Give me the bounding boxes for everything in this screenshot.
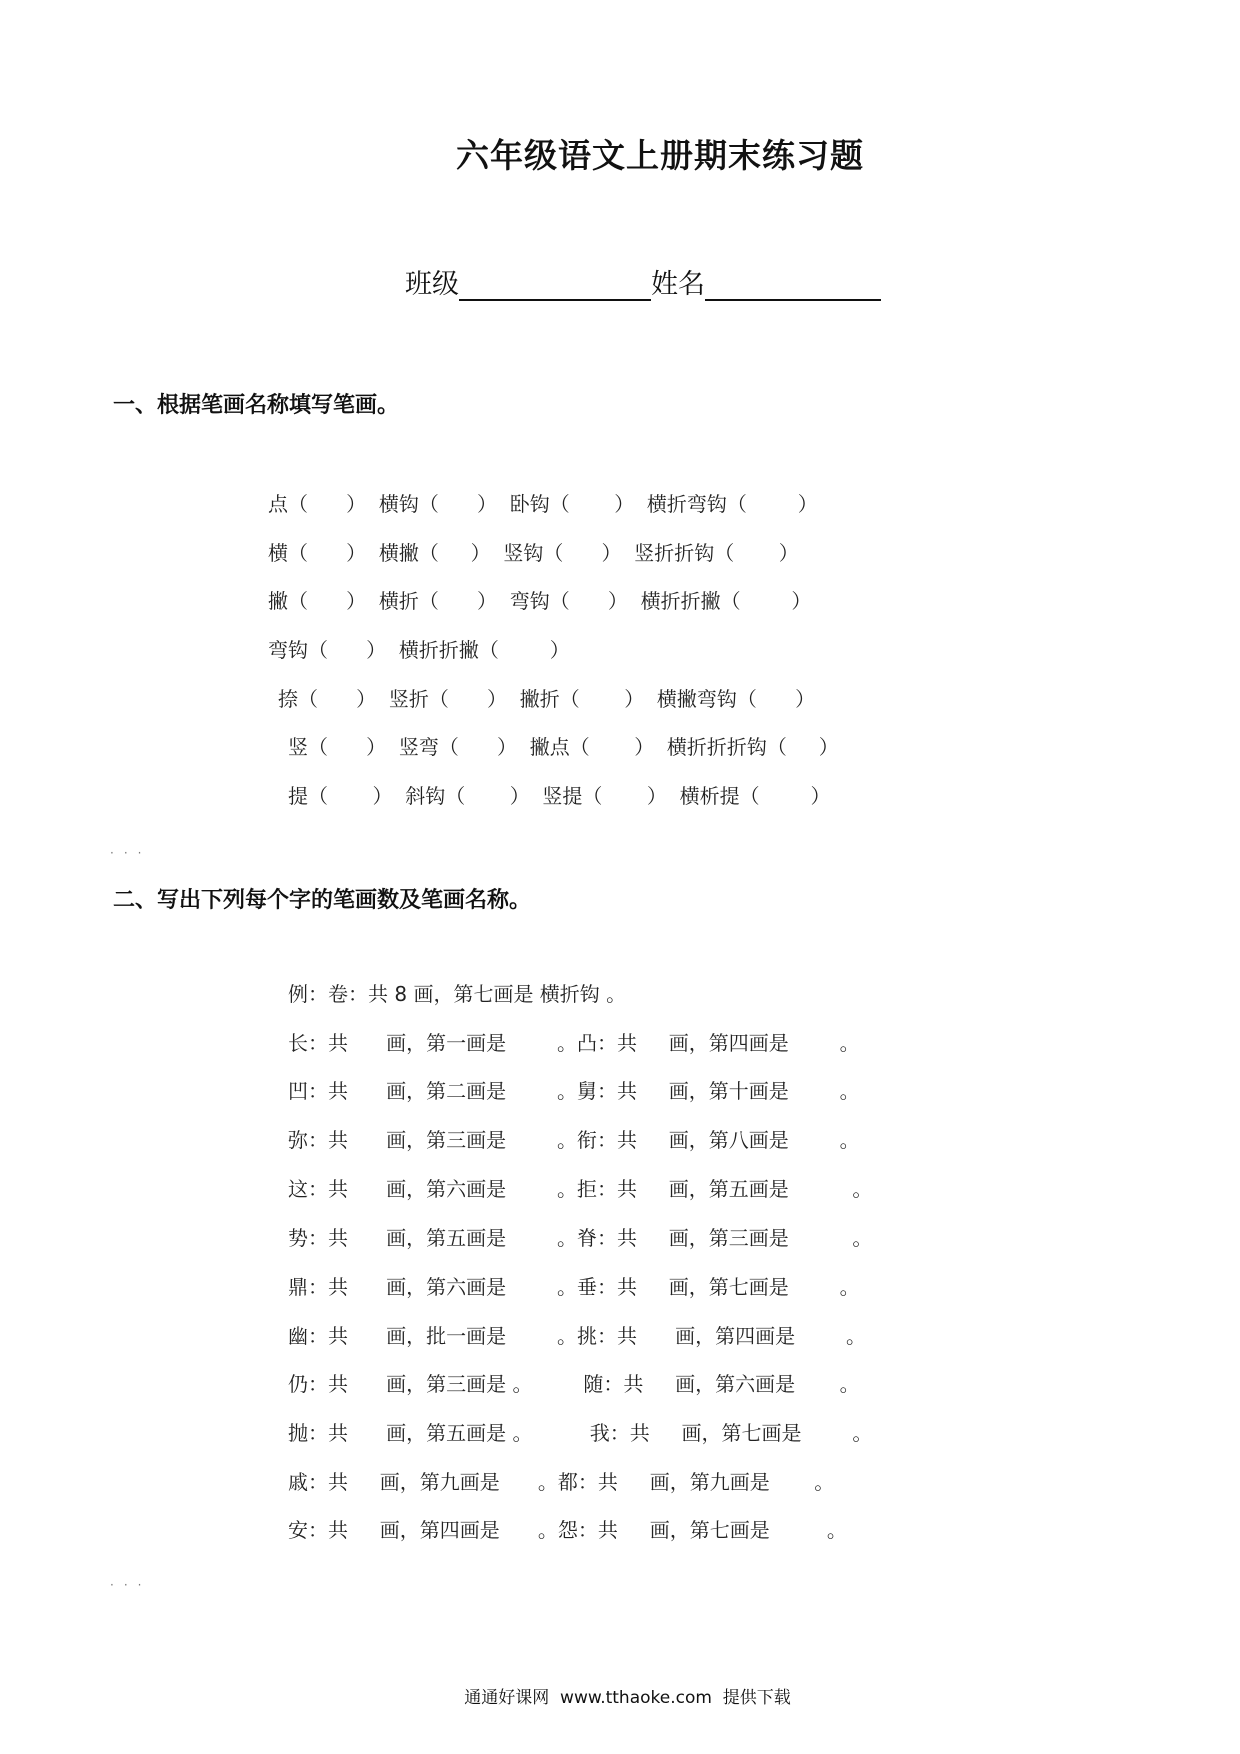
class-blank[interactable] — [459, 269, 651, 301]
char-line-9: 抛：共 画，第五画是 。 我：共 画，第七画是 。 — [288, 1421, 873, 1445]
char-line-6: 鼎：共 画，第六画是 。垂：共 画，第七画是 。 — [288, 1275, 860, 1299]
char-line-4: 这：共 画，第六画是 。拒：共 画，第五画是 。 — [288, 1177, 873, 1201]
divider-dots-2: ··· — [110, 1578, 152, 1592]
stroke-line-2: 横（ ） 横撇（ ） 竖钩（ ） 竖折折钩（ ） — [268, 541, 799, 565]
name-blank[interactable] — [705, 269, 881, 301]
stroke-line-3: 撇（ ） 横折（ ） 弯钩（ ） 横折折撇（ ） — [268, 589, 812, 613]
stroke-line-1: 点（ ） 横钩（ ） 卧钩（ ） 横折弯钩（ ） — [268, 492, 818, 516]
page-title: 六年级语文上册期末练习题 — [456, 136, 864, 175]
divider-dots-1: ··· — [110, 846, 152, 860]
stroke-line-7: 提（ ） 斜钩（ ） 竖提（ ） 横析提（ ） — [288, 784, 831, 808]
char-line-10: 戚：共 画，第九画是 。都：共 画，第九画是 。 — [288, 1470, 835, 1494]
char-line-3: 弥：共 画，第三画是 。衔：共 画，第八画是 。 — [288, 1128, 860, 1152]
stroke-line-4: 弯钩（ ） 横折折撇（ ） — [268, 638, 570, 662]
char-line-1: 长：共 画，第一画是 。凸：共 画，第四画是 。 — [288, 1031, 860, 1055]
class-label: 班级 — [405, 269, 459, 300]
char-line-2: 凹：共 画，第二画是 。舅：共 画，第十画是 。 — [288, 1079, 860, 1103]
char-line-8: 仍：共 画，第三画是 。 随：共 画，第六画是 。 — [288, 1372, 860, 1396]
footer-credit: 通通好课网 www.tthaoke.com 提供下载 — [464, 1688, 791, 1708]
char-line-5: 势：共 画，第五画是 。脊：共 画，第三画是 。 — [288, 1226, 873, 1250]
student-info-row — [405, 262, 881, 301]
section2-heading: 二、写出下列每个字的笔画数及笔画名称。 — [113, 888, 532, 913]
example-line: 例：卷：共 8 画，第七画是 横折钩 。 — [288, 982, 627, 1006]
stroke-line-5: 捺（ ） 竖折（ ） 撇折（ ） 横撇弯钩（ ） — [278, 687, 816, 711]
name-label: 姓名 — [651, 269, 705, 300]
section1-heading: 一、根据笔画名称填写笔画。 — [113, 393, 400, 418]
char-line-11: 安：共 画，第四画是 。怨：共 画，第七画是 。 — [288, 1518, 847, 1542]
stroke-line-6: 竖（ ） 竖弯（ ） 撇点（ ） 横折折折钩（ ） — [288, 735, 839, 759]
char-line-7: 幽：共 画，批一画是 。挑：共 画，第四画是 。 — [288, 1324, 867, 1348]
